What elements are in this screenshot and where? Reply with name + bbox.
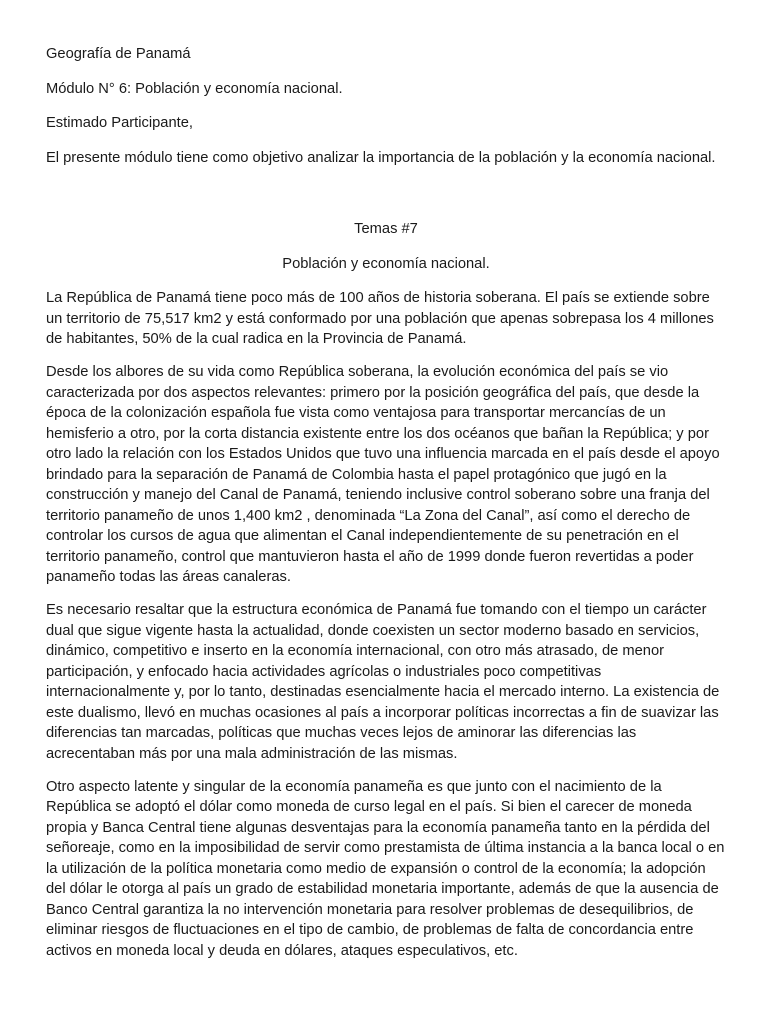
paragraph-4: Otro aspecto latente y singular de la economía panameña es que junto con el nacimiento de la República se adoptó el dólar como moneda de curso legal en el país. Si bien el carecer de moneda propia y Banca Central tiene algunas desventajas para la economía panameña tanto en la pérdida del señoreaje, como en la imposibilidad de servir como prestamista de última instancia a la banca local o en la utilización de la política monetaria como medio de expansión o control de la economía; la adopción del dólar le otorga al país un grado de estabilidad monetaria importante, además de que la ausencia de Banco Central garantiza la no intervención monetaria para resolver problemas de desequilibrios, de eliminar riesgos de fluctuaciones en el tipo de cambio, de problemas de falta de concordancia entre activos en moneda local y deuda en dólares, ataques especulativos, etc. (46, 778, 725, 959)
module-title: Módulo N° 6: Población y economía nacional. (46, 80, 343, 97)
topic-label: Temas #7 (354, 221, 418, 237)
greeting: Estimado Participante, (46, 115, 193, 131)
objective-text: El presente módulo tiene como objetivo analizar la importancia de la población y la economía nacional. (46, 149, 716, 166)
topic-title: Población y economía nacional. (282, 255, 490, 272)
paragraph-1: La República de Panamá tiene poco más de 100 años de historia soberana. El país se extiende sobre un territorio de 75,517 km2 y está conformado por una población que apenas sobrepasa los 4 millones de habitantes, 50% de la cual radica en la Provincia de Panamá. (46, 290, 714, 347)
paragraph-2: Desde los albores de su vida como República soberana, la evolución económica del país se vio caracterizada por dos aspectos relevantes: primero por la posición geográfica del país, que desde la época de la colonización española fue vista como ventajosa para transportar mercancías de un hemisferio a otro, por la corta distancia existente entre los dos océanos que bañan la República; y por otro lado la relación con los Estados Unidos que tuvo una influencia marcada en el país desde el apoyo brindado para la separación de Panamá de Colombia hasta el papel protagónico que jugó en la construcción y manejo del Canal de Panamá, teniendo inclusive control soberano sobre una franja del territorio panameño de unos 1,400 km2 , denominada “La Zona del Canal”, así como el derecho de controlar los cursos de agua que alimentan el Canal independientemente de su penetración en el territorio panameño, control que mantuvieron hasta el año de 1999 donde fueron revertidas a poder panameño todas las áreas canaleras. (46, 364, 720, 585)
course-title: Geografía de Panamá (46, 46, 191, 62)
paragraph-3: Es necesario resaltar que la estructura económica de Panamá fue tomando con el tiempo un carácter dual que sigue vigente hasta la actualidad, donde coexisten un sector moderno basado en servicios, dinámico, competitivo e inserto en la economía internacional, con otro más atrasado, de menor participación, y enfocado hacia actividades agrícolas o industriales poco competitivas internacionalmente y, por lo tanto, destinadas esencialmente hacia el mercado interno. La existencia de este dualismo, llevó en muchas ocasiones al país a incorporar políticas incorrectas a fin de suavizar las diferencias tan marcadas, políticas que muchas veces lejos de aminorar las diferencias las acrecentaban más por una mala administración de las mismas. (46, 602, 720, 762)
spacer (46, 182, 726, 219)
document-page (46, 44, 726, 974)
